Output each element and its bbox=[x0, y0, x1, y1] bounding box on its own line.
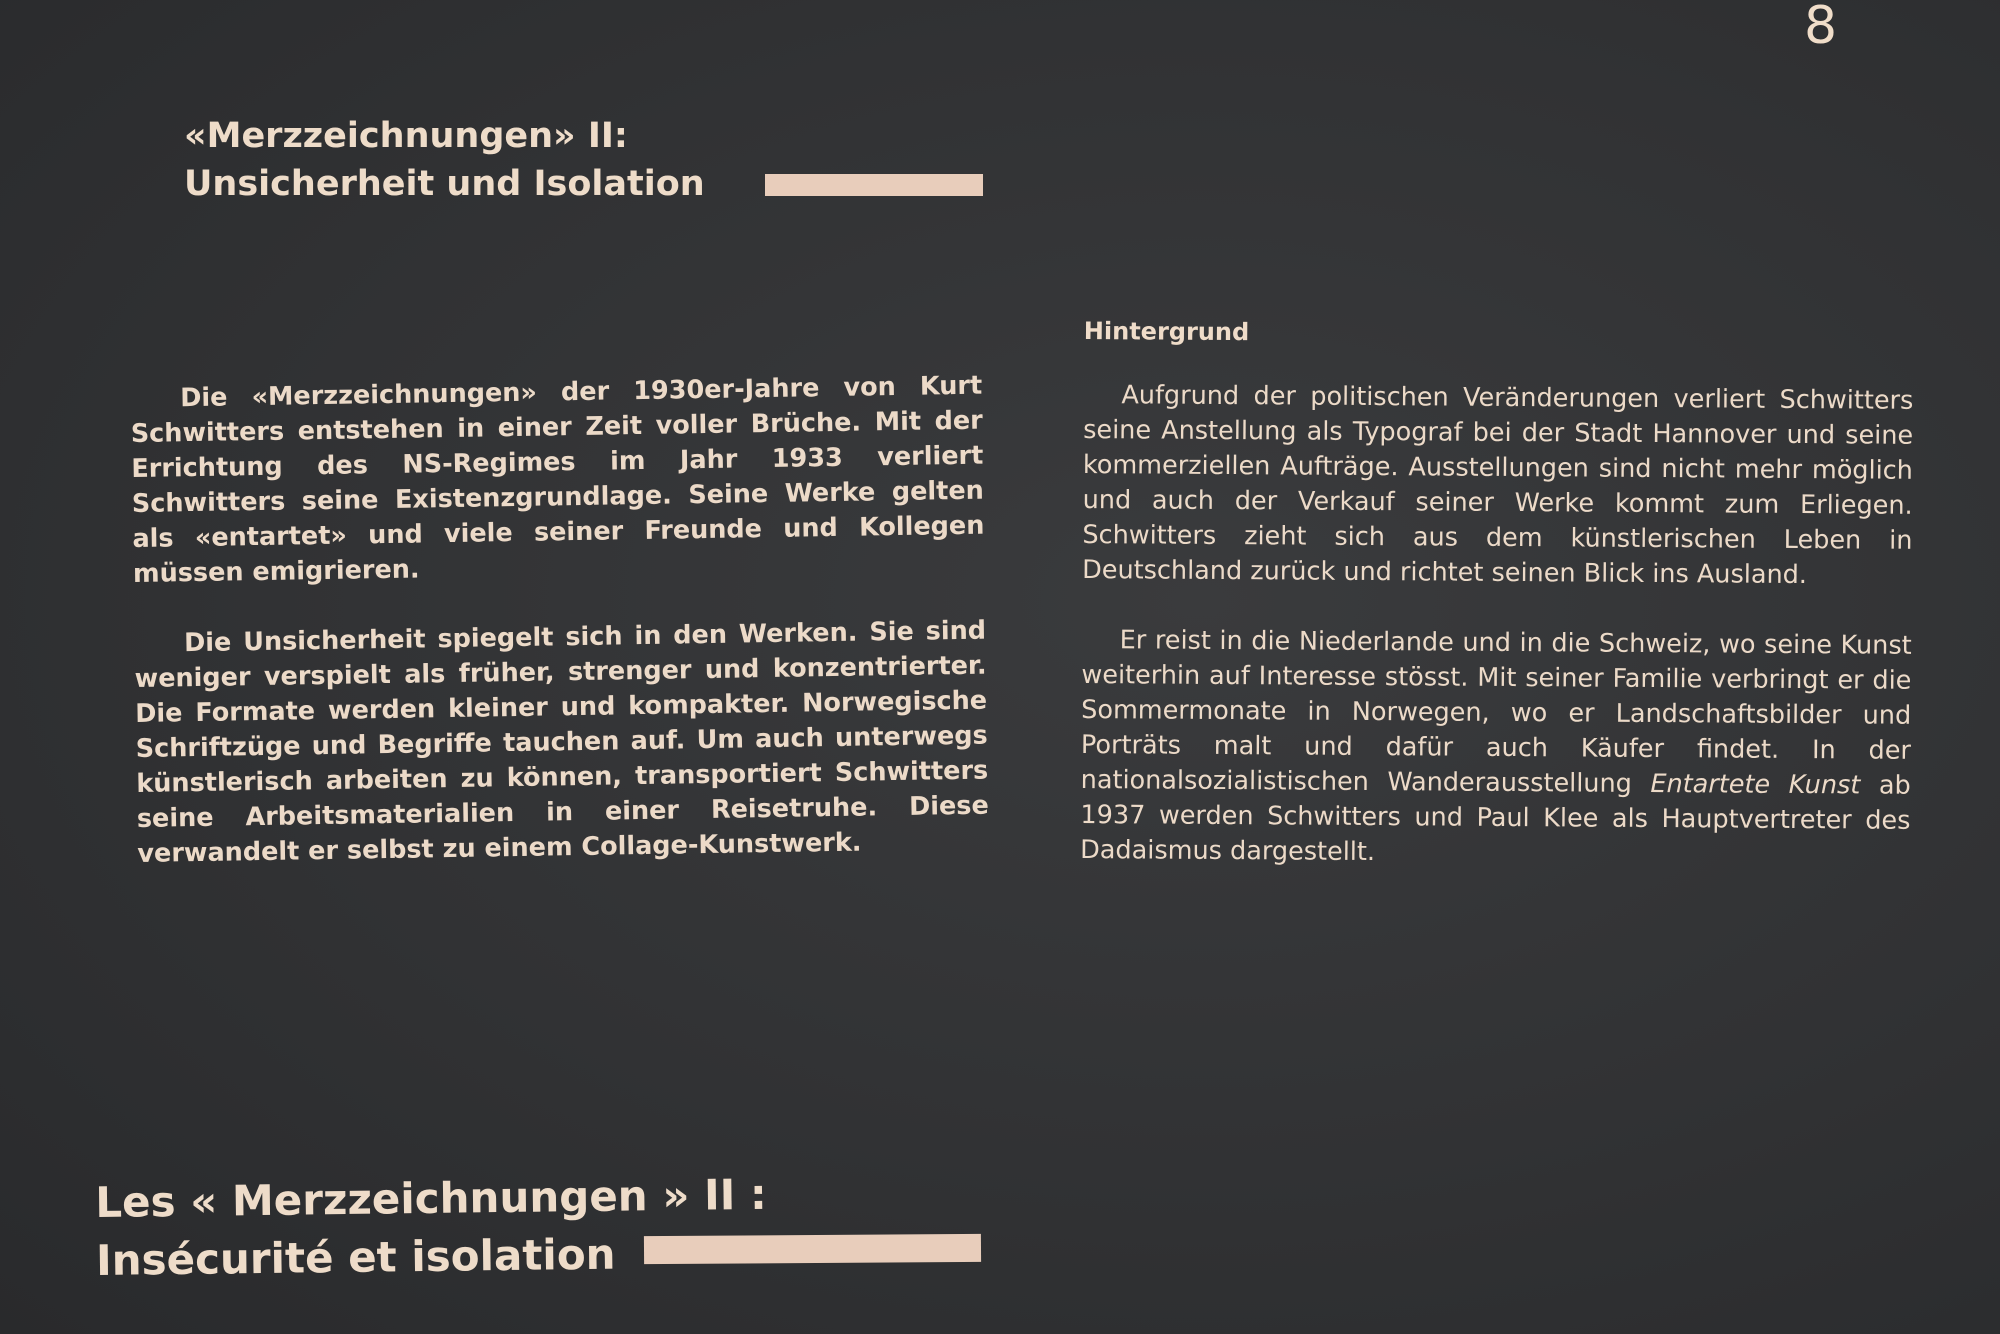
title-german-accent-bar bbox=[765, 174, 983, 196]
title-french-line-1: Les « Merzzeichnungen » II : bbox=[95, 1169, 767, 1227]
title-german bbox=[184, 112, 705, 208]
left-paragraph-2: Die Unsicherheit spiegelt sich in den Werken. Sie sind weniger verspielt als früher, strenger und konzentrierter. Die Formate werden kleiner und kompakter. Norwegische Schriftzüge und Begriffe tauchen auf. Um auch unterwegs künstlerisch arbeiten zu können, transportiert Schwitters seine Arbeitsmaterialien in einer Reisetruhe. Diese verwandelt er selbst zu einem Collage-Kunstwerk. bbox=[134, 615, 989, 869]
left-text-column bbox=[130, 369, 990, 907]
right-paragraph-2 bbox=[1080, 623, 1912, 874]
title-french-accent-bar bbox=[644, 1234, 981, 1264]
exhibition-title: Entartete Kunst bbox=[1650, 768, 1861, 801]
right-text-column bbox=[1080, 310, 1914, 909]
title-french bbox=[95, 1166, 768, 1290]
background-heading: Hintergrund bbox=[1083, 316, 1250, 347]
title-french-line-2: Insécurité et isolation bbox=[95, 1229, 616, 1285]
left-paragraph-1: Die «Merzzeichnungen» der 1930er-Jahre von Kurt Schwitters entstehen in einer Zeit voller Brüche. Mit der Errichtung des NS-Regimes im Jahr 1933 verliert Schwitters seine Existenzgrundlage. Seine Werke gelten als «entartet» und viele seiner Freunde und Kollegen müssen emigrieren. bbox=[130, 370, 985, 589]
title-german-line-1: «Merzzeichnungen» II: bbox=[184, 116, 628, 156]
right-paragraph-2-part-2: ab 1937 werden Schwitters und Paul Klee als Hauptvertreter des Dadaismus dargestellt. bbox=[1080, 770, 1911, 868]
title-german-line-2: Unsicherheit und Isolation bbox=[184, 164, 705, 204]
right-paragraph-1: Aufgrund der politischen Veränderungen verliert Schwitters seine Anstellung als Typograf bei der Stadt Hannover und seine kommerziellen Aufträge. Ausstellungen sind nicht mehr möglich und auch der Verkauf seiner Werke kommt zum Erliegen. Schwitters zieht sich aus dem künstlerischen Leben in Deutschland zurück und richtet seinen Blick ins Ausland. bbox=[1082, 380, 1914, 591]
right-paragraph-2-part-1: Er reist in die Niederlande und in die Schweiz, wo seine Kunst weiterhin auf Interesse stösst. Mit seiner Familie verbringt er die Sommermonate in Norwegen, wo er Landschaftsbilder und Porträts malt und dafür auch Käufer findet. In der nationalsozialistischen Wanderausstellung bbox=[1080, 625, 1912, 799]
page-number: 8 bbox=[1804, 0, 1838, 56]
